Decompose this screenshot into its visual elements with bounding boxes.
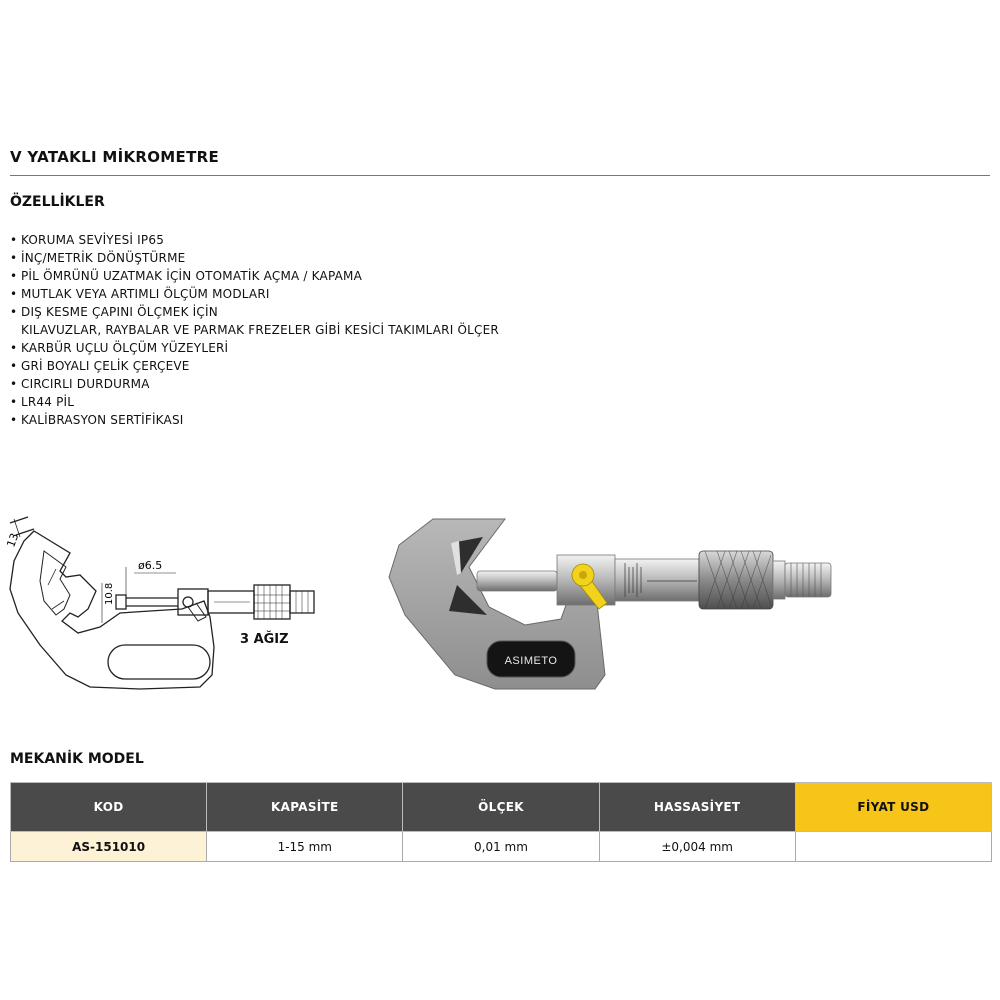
dim-top-label: 13 [4, 531, 22, 550]
bullet-icon: • [10, 305, 18, 319]
technical-drawing [0, 505, 330, 705]
features-heading: ÖZELLİKLER [10, 194, 105, 210]
dim-depth-label: 10.8 [104, 582, 115, 605]
feature-item [10, 339, 499, 357]
feature-item [10, 249, 499, 267]
bullet-icon: • [10, 359, 18, 373]
bullet-icon: • [10, 251, 18, 265]
cell-accuracy: ±0,004 mm [599, 832, 795, 862]
feature-text: CIRCIRLI DURDURMA [21, 377, 150, 391]
cell-scale: 0,01 mm [403, 832, 599, 862]
spec-table [10, 782, 992, 862]
feature-text: PİL ÖMRÜNÜ UZATMAK İÇİN OTOMATİK AÇMA / KAPAMA [21, 269, 362, 283]
feature-item [10, 303, 499, 339]
feature-item [10, 285, 499, 303]
jaw-count-label: 3 AĞIZ [240, 632, 289, 647]
feature-item [10, 375, 499, 393]
product-photo [385, 515, 835, 695]
bullet-icon: • [10, 287, 18, 301]
header-scale: ÖLÇEK [403, 783, 599, 832]
header-code: KOD [11, 783, 207, 832]
features-list [10, 231, 499, 429]
feature-item [10, 393, 499, 411]
feature-text: LR44 PİL [21, 395, 75, 409]
cell-price [795, 832, 991, 862]
feature-text: KARBÜR UÇLU ÖLÇÜM YÜZEYLERİ [21, 341, 229, 355]
header-price: FİYAT USD [795, 783, 991, 832]
feature-text: DIŞ KESME ÇAPINI ÖLÇMEK İÇİN [21, 305, 218, 319]
brand-logo: ASIMETO [504, 655, 558, 667]
title-divider [10, 175, 990, 176]
bullet-icon: • [10, 377, 18, 391]
bullet-icon: • [10, 233, 18, 247]
feature-text: KALİBRASYON SERTİFİKASI [21, 413, 184, 427]
bullet-icon: • [10, 341, 18, 355]
feature-text: KILAVUZLAR, RAYBALAR VE PARMAK FREZELER GİBİ KESİCİ TAKIMLARI ÖLÇER [21, 323, 499, 337]
feature-item [10, 267, 499, 285]
table-header-row [11, 783, 992, 832]
dim-spindle-label: ø6.5 [138, 559, 163, 572]
table-row [11, 832, 992, 862]
feature-text: GRİ BOYALI ÇELİK ÇERÇEVE [21, 359, 190, 373]
feature-text: KORUMA SEVİYESİ IP65 [21, 233, 165, 247]
bullet-icon: • [10, 269, 18, 283]
feature-item [10, 231, 499, 249]
bullet-icon: • [10, 413, 18, 427]
section-heading: MEKANİK MODEL [10, 751, 144, 767]
feature-text: İNÇ/METRİK DÖNÜŞTÜRME [21, 251, 186, 265]
page-title: V YATAKLI MİKROMETRE [10, 148, 219, 166]
cell-code: AS-151010 [11, 832, 207, 862]
bullet-icon: • [10, 395, 18, 409]
feature-text: MUTLAK VEYA ARTIMLI ÖLÇÜM MODLARI [21, 287, 270, 301]
header-capacity: KAPASİTE [207, 783, 403, 832]
header-accuracy: HASSASİYET [599, 783, 795, 832]
feature-item [10, 411, 499, 429]
cell-capacity: 1-15 mm [207, 832, 403, 862]
feature-item [10, 357, 499, 375]
